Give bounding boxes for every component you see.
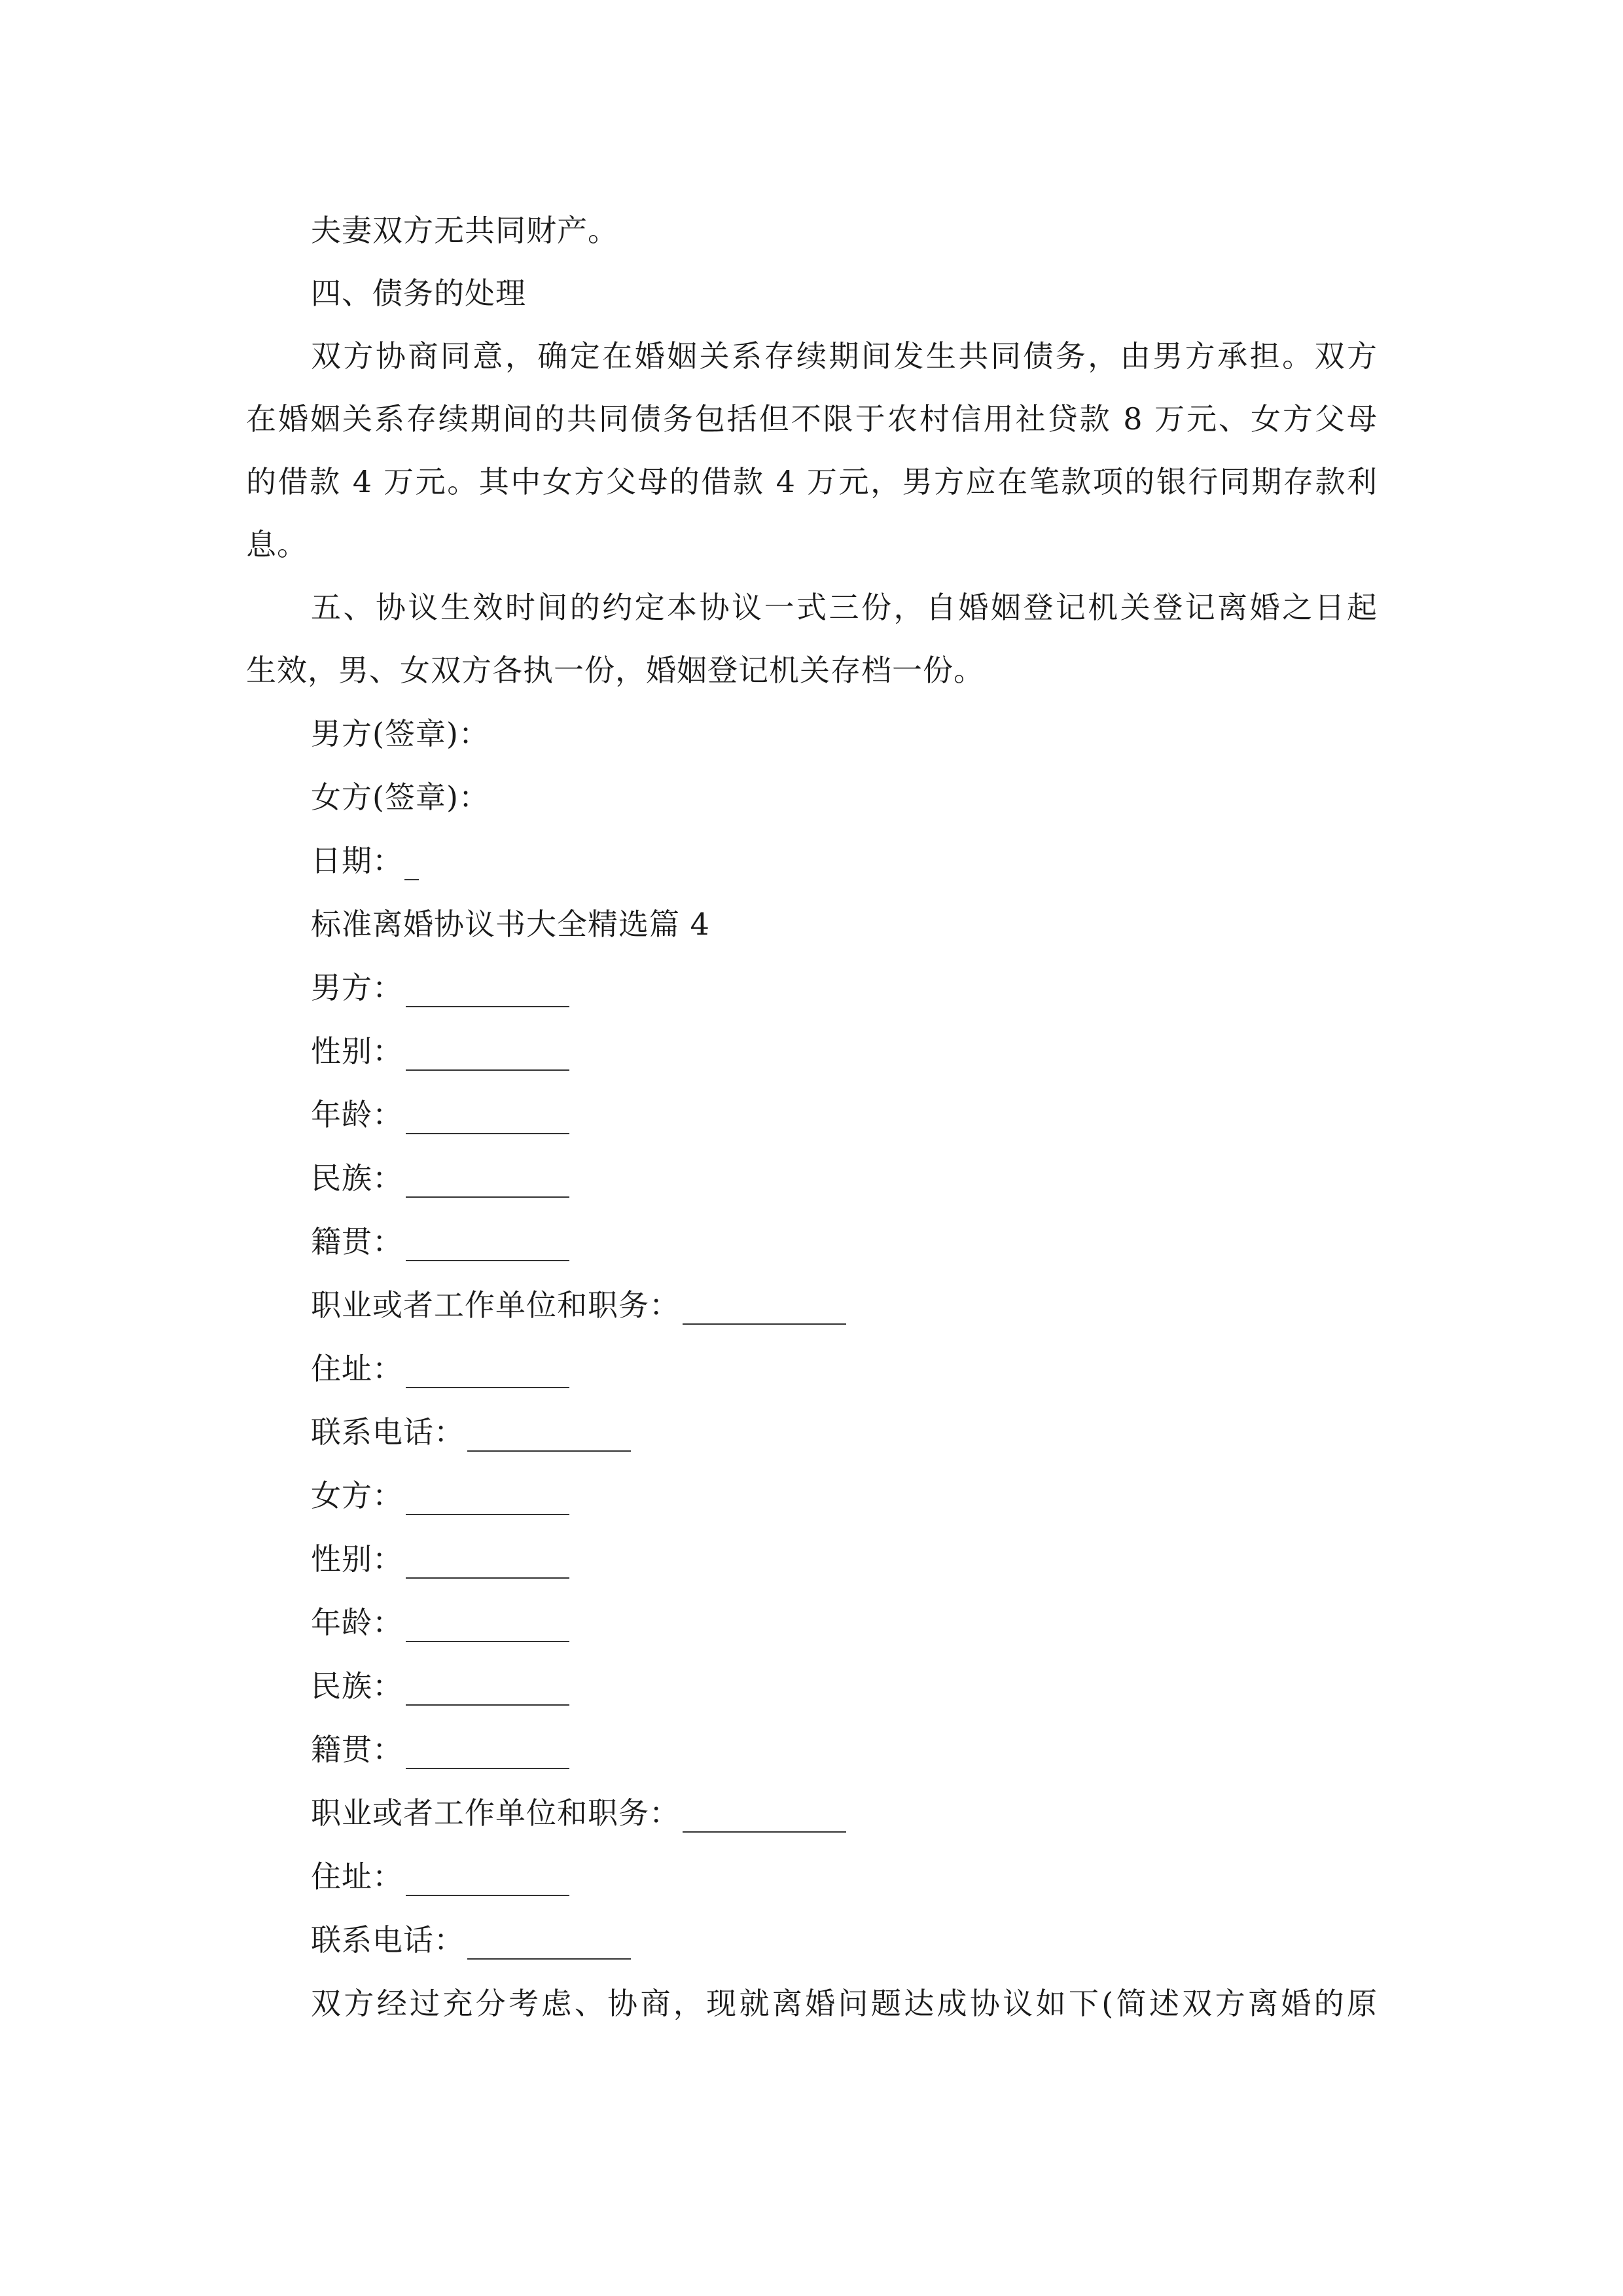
male-signature-label: 男方(签章)： — [311, 716, 490, 751]
field-blank — [406, 1869, 569, 1896]
text-line: 在婚姻关系存续期间的共同债务包括但不限于农村信用社贷款 8 万元、女方父母 — [246, 401, 1378, 437]
field-blank — [406, 1615, 569, 1642]
field-label: 年龄： — [311, 1605, 403, 1640]
field-label: 联系电话： — [311, 1414, 465, 1450]
field-blank — [406, 1678, 569, 1706]
field-blank — [406, 1488, 569, 1515]
female-address-field — [311, 1857, 569, 1896]
male-native-place-field — [311, 1222, 569, 1261]
field-label: 住址： — [311, 1859, 403, 1894]
date-label: 日期： — [311, 843, 403, 878]
field-blank — [406, 1043, 569, 1071]
field-label: 民族： — [311, 1160, 403, 1196]
field-blank — [406, 1551, 569, 1579]
text-line: 的借款 4 万元。其中女方父母的借款 4 万元，男方应在笔款项的银行同期存款利 — [246, 464, 1378, 499]
field-blank — [406, 1234, 569, 1261]
male-gender-field — [311, 1031, 569, 1071]
female-phone-field — [311, 1920, 631, 1960]
field-blank — [406, 980, 569, 1007]
female-signature-label: 女方(签章)： — [311, 780, 490, 815]
female-native-place-field — [311, 1730, 569, 1769]
male-occupation-field — [311, 1285, 846, 1325]
text-line: 生效，男、女双方各执一份，婚姻登记机关存档一份。 — [246, 653, 984, 688]
field-label: 性别： — [311, 1541, 403, 1577]
field-label: 籍贯： — [311, 1224, 403, 1259]
field-blank — [467, 1424, 631, 1452]
male-ethnicity-field — [311, 1158, 569, 1198]
field-label: 民族： — [311, 1668, 403, 1704]
male-phone-field — [311, 1412, 631, 1452]
field-label: 联系电话： — [311, 1922, 465, 1958]
field-label: 性别： — [311, 1033, 403, 1069]
field-label: 住址： — [311, 1351, 403, 1386]
text-line: 夫妻双方无共同财产。 — [311, 213, 618, 248]
field-blank — [683, 1297, 846, 1325]
field-label: 职业或者工作单位和职务： — [311, 1795, 680, 1831]
section-heading-effective-date: 五、协议生效时间的约定本协议一式三份，自婚姻登记机关登记离婚之日起 — [311, 590, 1378, 625]
female-occupation-field — [311, 1793, 846, 1833]
female-name-field — [311, 1476, 569, 1515]
female-age-field — [311, 1603, 569, 1642]
field-blank — [467, 1932, 631, 1960]
field-label: 女方： — [311, 1478, 403, 1513]
field-label: 年龄： — [311, 1097, 403, 1132]
field-label: 籍贯： — [311, 1732, 403, 1767]
date-blank — [404, 853, 419, 880]
text-line: 双方协商同意，确定在婚姻关系存续期间发生共同债务，由男方承担。双方 — [311, 338, 1378, 374]
date-field — [311, 841, 419, 880]
field-label: 职业或者工作单位和职务： — [311, 1287, 680, 1323]
male-name-field — [311, 968, 569, 1007]
female-ethnicity-field — [311, 1666, 569, 1706]
section-heading-debts: 四、债务的处理 — [311, 276, 526, 311]
text-line: 双方经过充分考虑、协商，现就离婚问题达成协议如下(简述双方离婚的原 — [311, 1986, 1378, 2021]
text-line: 息。 — [246, 527, 308, 562]
field-blank — [683, 1805, 846, 1833]
female-gender-field — [311, 1539, 569, 1579]
male-address-field — [311, 1349, 569, 1388]
section-title: 标准离婚协议书大全精选篇 4 — [311, 906, 710, 942]
field-blank — [406, 1107, 569, 1134]
field-blank — [406, 1742, 569, 1769]
field-label: 男方： — [311, 970, 403, 1005]
male-age-field — [311, 1095, 569, 1134]
field-blank — [406, 1361, 569, 1388]
field-blank — [406, 1170, 569, 1198]
